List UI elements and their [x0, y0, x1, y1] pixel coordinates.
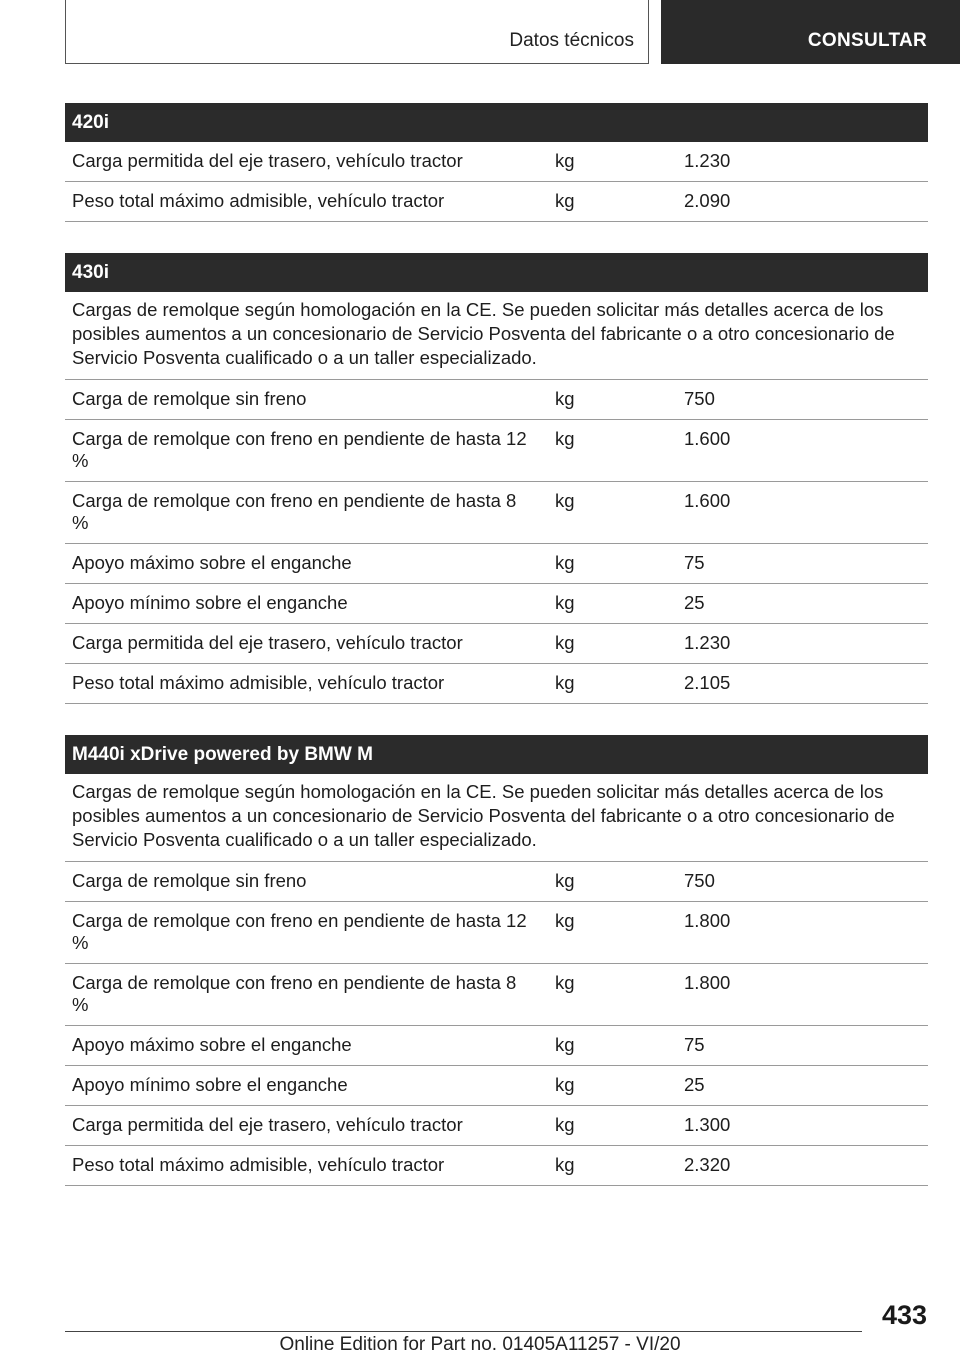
table-row [65, 624, 928, 664]
spec-unit: kg [541, 1066, 677, 1106]
spec-value: 750 [677, 380, 928, 420]
spec-value: 25 [677, 584, 928, 624]
spec-value: 2.105 [677, 664, 928, 704]
edition-note: Online Edition for Part no. 01405A11257 - VI/20 [279, 1334, 681, 1355]
spec-unit: kg [541, 544, 677, 584]
table-row [65, 482, 928, 544]
spec-value: 1.300 [677, 1106, 928, 1146]
spec-table [65, 862, 928, 1186]
spec-value: 2.090 [677, 182, 928, 222]
table-row [65, 1026, 928, 1066]
spec-unit: kg [541, 482, 677, 544]
spec-value: 1.230 [677, 142, 928, 182]
spec-value: 1.600 [677, 420, 928, 482]
table-row [65, 1106, 928, 1146]
spec-unit: kg [541, 182, 677, 222]
page-number: 433 [881, 1300, 927, 1330]
spec-section [65, 253, 928, 704]
spec-label: Apoyo máximo sobre el enganche [65, 1026, 541, 1066]
table-row [65, 902, 928, 964]
spec-label: Carga de remolque con freno en pendiente de hasta 12 % [65, 420, 541, 482]
section-heading: 420i [65, 103, 928, 142]
spec-label: Carga permitida del eje trasero, vehículo tractor [65, 142, 541, 182]
table-row [65, 142, 928, 182]
spec-section [65, 103, 928, 222]
spec-unit: kg [541, 902, 677, 964]
spec-label: Carga permitida del eje trasero, vehículo tractor [65, 1106, 541, 1146]
section-heading: M440i xDrive powered by BMW M [65, 735, 928, 774]
table-row [65, 664, 928, 704]
section-tab [65, 0, 649, 64]
spec-value: 1.800 [677, 964, 928, 1026]
spec-unit: kg [541, 1146, 677, 1186]
spec-value: 75 [677, 544, 928, 584]
table-row [65, 544, 928, 584]
table-row [65, 862, 928, 902]
spec-label: Carga de remolque con freno en pendiente de hasta 12 % [65, 902, 541, 964]
spec-table [65, 142, 928, 222]
spec-value: 2.320 [677, 1146, 928, 1186]
spec-unit: kg [541, 1106, 677, 1146]
spec-unit: kg [541, 584, 677, 624]
spec-label: Carga permitida del eje trasero, vehículo tractor [65, 624, 541, 664]
footer-divider [65, 1331, 862, 1332]
consult-tab-label: CONSULTAR [807, 30, 927, 51]
spec-value: 1.230 [677, 624, 928, 664]
spec-label: Carga de remolque con freno en pendiente de hasta 8 % [65, 482, 541, 544]
spec-unit: kg [541, 964, 677, 1026]
spec-label: Peso total máximo admisible, vehículo tractor [65, 664, 541, 704]
spec-label: Apoyo mínimo sobre el enganche [65, 584, 541, 624]
spec-unit: kg [541, 1026, 677, 1066]
spec-label: Peso total máximo admisible, vehículo tractor [65, 182, 541, 222]
spec-label: Apoyo mínimo sobre el enganche [65, 1066, 541, 1106]
spec-unit: kg [541, 142, 677, 182]
spec-unit: kg [541, 624, 677, 664]
spec-unit: kg [541, 420, 677, 482]
spec-label: Apoyo máximo sobre el enganche [65, 544, 541, 584]
spec-section [65, 735, 928, 1186]
spec-tables [65, 103, 928, 1217]
section-intro: Cargas de remolque según homologación en la CE. Se pueden solicitar más detalles acerca de los posibles aumentos a un concesionario de Servicio Posventa del fabricante o a otro concesionario de Servicio Posventa cualificado o a un taller especializado. [65, 774, 928, 862]
table-row [65, 964, 928, 1026]
spec-table [65, 380, 928, 704]
spec-unit: kg [541, 862, 677, 902]
spec-value: 1.800 [677, 902, 928, 964]
spec-value: 25 [677, 1066, 928, 1106]
consult-tab[interactable] [661, 0, 960, 64]
section-intro: Cargas de remolque según homologación en la CE. Se pueden solicitar más detalles acerca de los posibles aumentos a un concesionario de Servicio Posventa del fabricante o a otro concesionario de Servicio Posventa cualificado o a un taller especializado. [65, 292, 928, 380]
table-row [65, 584, 928, 624]
table-row [65, 380, 928, 420]
spec-value: 75 [677, 1026, 928, 1066]
page-header [0, 0, 960, 66]
spec-unit: kg [541, 664, 677, 704]
spec-label: Carga de remolque con freno en pendiente de hasta 8 % [65, 964, 541, 1026]
table-row [65, 420, 928, 482]
section-heading: 430i [65, 253, 928, 292]
table-row [65, 182, 928, 222]
spec-value: 750 [677, 862, 928, 902]
spec-label: Carga de remolque sin freno [65, 380, 541, 420]
spec-value: 1.600 [677, 482, 928, 544]
table-row [65, 1066, 928, 1106]
spec-label: Carga de remolque sin freno [65, 862, 541, 902]
spec-label: Peso total máximo admisible, vehículo tractor [65, 1146, 541, 1186]
table-row [65, 1146, 928, 1186]
section-title: Datos técnicos [509, 30, 634, 51]
spec-unit: kg [541, 380, 677, 420]
